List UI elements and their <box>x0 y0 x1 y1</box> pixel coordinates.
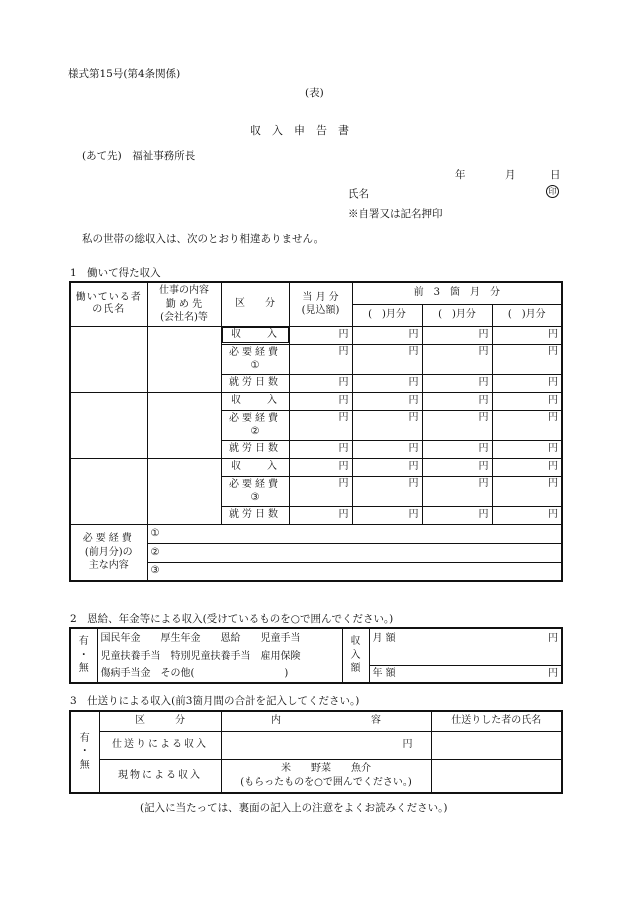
worker-name-field-3[interactable] <box>70 458 147 524</box>
amount-cell[interactable]: 円 <box>492 476 562 506</box>
kubun-income-1 <box>222 327 289 343</box>
kubun-income-2 <box>221 392 289 410</box>
amount-cell[interactable]: 円 <box>422 392 492 410</box>
date-day: 日 <box>550 169 561 181</box>
amount-cell[interactable]: 円 <box>492 326 562 344</box>
worker-name-field-1[interactable] <box>70 326 147 392</box>
income-char1: 収 <box>350 636 361 648</box>
addressee: (あて先) 福祉事務所長 <box>82 150 196 162</box>
expense-label-line1: 必要経費 <box>82 533 135 544</box>
amount-cell[interactable]: 円 <box>492 410 562 440</box>
worker-name-field-2[interactable] <box>70 392 147 458</box>
pension-item-line1[interactable]: 国民年金 厚生年金 恩給 児童手当 <box>97 628 342 648</box>
amount-cell[interactable]: 円 <box>289 410 352 440</box>
group-number: ③ <box>250 492 260 503</box>
remit-kubun-header: 区 分 <box>99 711 221 731</box>
sign-note: ※自署又は記名押印 <box>348 208 443 220</box>
expense-label <box>70 524 147 581</box>
monthly-label: 月 額 <box>372 632 396 644</box>
amount-cell[interactable]: 円 <box>289 458 352 476</box>
form-number: 様式第15号(第4条関係) <box>68 68 181 80</box>
pension-item-line2[interactable]: 児童扶養手当 特別児童扶養手当 雇用保険 <box>97 648 342 665</box>
month-field-1[interactable]: ( )月分 <box>352 304 422 326</box>
amount-cell[interactable]: 円 <box>289 440 352 458</box>
kubun-workdays-1: 就労日数 <box>221 374 289 392</box>
amount-cell[interactable]: 円 <box>352 440 422 458</box>
amount-cell[interactable]: 円 <box>422 506 492 524</box>
amount-cell[interactable]: 円 <box>422 476 492 506</box>
kubun-expense-1 <box>221 344 289 374</box>
expense-item-2[interactable]: ② <box>147 543 562 562</box>
kubun-expense-2 <box>221 410 289 440</box>
seal-icon: 印 <box>546 185 559 198</box>
amount-cell[interactable]: 円 <box>289 326 352 344</box>
amount-cell[interactable]: 円 <box>289 374 352 392</box>
amount-cell[interactable]: 円 <box>492 374 562 392</box>
amount-cell[interactable]: 円 <box>422 326 492 344</box>
kubun-expense-3 <box>221 476 289 506</box>
declaration: 私の世帯の総収入は、次のとおり相違ありません。 <box>82 233 325 245</box>
amount-cell[interactable]: 円 <box>492 440 562 458</box>
job-header <box>147 282 221 326</box>
month-field-2[interactable]: ( )月分 <box>422 304 492 326</box>
amount-cell[interactable]: 円 <box>352 392 422 410</box>
amount-cell[interactable]: 円 <box>352 410 422 440</box>
seal-mark <box>546 185 559 198</box>
amount-cell[interactable]: 円 <box>352 374 422 392</box>
month-field-3[interactable]: ( )月分 <box>492 304 562 326</box>
remit-sender-header: 仕送りした者の氏名 <box>431 711 562 731</box>
remit-umu[interactable] <box>70 711 99 793</box>
kubun-label: 必要経費 <box>229 346 281 358</box>
kubun-label: 必要経費 <box>229 412 281 424</box>
goods-options[interactable]: 米 野菜 魚介 <box>281 763 371 775</box>
income-char3: 額 <box>350 663 361 675</box>
yen-unit: 円 <box>548 632 558 644</box>
name-label: 氏名 <box>348 188 369 200</box>
job-field-1[interactable] <box>147 326 221 392</box>
job-field-2[interactable] <box>147 392 221 458</box>
kubun-workdays-2: 就労日数 <box>221 440 289 458</box>
amount-cell[interactable]: 円 <box>492 392 562 410</box>
form-side: (表) <box>305 87 324 99</box>
remit-amount-field[interactable]: 円 <box>221 731 431 759</box>
section1-heading: 1 働いて得た収入 <box>70 267 161 279</box>
date-year: 年 <box>455 169 466 181</box>
expense-item-1[interactable]: ① <box>147 524 562 543</box>
section3-heading: 3 仕送りによる収入(前3箇月間の合計を記入してください。) <box>70 695 360 707</box>
current-month-line1: 当 月 分 <box>302 291 339 303</box>
pension-umu[interactable] <box>70 628 97 683</box>
amount-cell[interactable]: 円 <box>422 458 492 476</box>
yearly-amount-field[interactable] <box>369 665 562 683</box>
kubun-label: 収 入 <box>231 395 279 406</box>
amount-cell[interactable]: 円 <box>352 326 422 344</box>
expense-item-3[interactable]: ③ <box>147 562 562 581</box>
amount-cell[interactable]: 円 <box>289 506 352 524</box>
job-header-line3: (会社名)等 <box>160 312 208 323</box>
pension-table <box>69 627 563 684</box>
amount-cell[interactable]: 円 <box>492 506 562 524</box>
remittance-table <box>69 710 563 794</box>
expense-label-line3: 主な内容 <box>88 560 129 571</box>
amount-cell[interactable]: 円 <box>289 392 352 410</box>
goods-row-label: 現物による収入 <box>99 759 221 793</box>
remit-content-header: 内 容 <box>221 711 431 731</box>
amount-cell[interactable]: 円 <box>422 440 492 458</box>
remit-sender-field-1[interactable] <box>431 731 562 759</box>
date-month: 月 <box>505 169 516 181</box>
amount-cell[interactable]: 円 <box>352 344 422 374</box>
group-number: ① <box>250 360 260 371</box>
umu-no: 無 <box>78 663 89 675</box>
amount-cell[interactable]: 円 <box>492 458 562 476</box>
worker-name-header: 働いている者の氏名 <box>70 282 147 326</box>
current-month-line2: (見込額) <box>301 305 340 317</box>
amount-cell[interactable]: 円 <box>352 476 422 506</box>
umu-dot: ・ <box>78 649 89 661</box>
amount-cell[interactable]: 円 <box>422 344 492 374</box>
kubun-income-3 <box>221 458 289 476</box>
goods-field[interactable] <box>221 759 431 793</box>
amount-cell[interactable]: 円 <box>352 506 422 524</box>
yen-unit: 円 <box>548 667 558 679</box>
goods-note: (もらったものを○で囲んでください。) <box>240 776 412 788</box>
kubun-label: 必要経費 <box>229 478 281 490</box>
footer-note: (記入に当たっては、裏面の記入上の注意をよくお読みください。) <box>140 802 448 814</box>
amount-cell[interactable]: 円 <box>492 344 562 374</box>
income-char2: 入 <box>350 649 361 661</box>
income-amount-label <box>342 628 369 683</box>
umu-yes: 有 <box>78 636 89 648</box>
job-field-3[interactable] <box>147 458 221 524</box>
monthly-amount-field[interactable] <box>369 628 562 648</box>
expense-label-line2: (前月分)の <box>84 546 133 558</box>
remit-row-label: 仕送りによる収入 <box>99 731 221 759</box>
umu-no: 無 <box>79 759 90 771</box>
amount-cell[interactable]: 円 <box>422 410 492 440</box>
form-title: 収 入 申 告 書 <box>250 124 349 137</box>
prev3-header: 前 3 箇 月 分 <box>352 282 562 304</box>
umu-yes: 有 <box>79 732 90 744</box>
kubun-label: 収 入 <box>231 461 279 472</box>
current-month-header <box>289 282 352 326</box>
kubun-workdays-3: 就労日数 <box>221 506 289 524</box>
umu-dot: ・ <box>79 746 90 758</box>
section2-heading: 2 恩給、年金等による収入(受けているものを○で囲んでください。) <box>70 613 394 625</box>
amount-cell[interactable]: 円 <box>422 374 492 392</box>
remit-sender-field-2[interactable] <box>431 759 562 793</box>
kubun-header: 区 分 <box>221 282 289 326</box>
amount-cell[interactable]: 円 <box>289 344 352 374</box>
amount-cell[interactable]: 円 <box>289 476 352 506</box>
pension-item-line3[interactable]: 傷病手当金 その他( ) <box>97 665 342 683</box>
job-header-line2: 勤 め 先 <box>165 298 203 310</box>
work-income-table <box>69 281 563 582</box>
group-number: ② <box>250 426 260 437</box>
amount-spacer <box>369 648 562 665</box>
yearly-label: 年 額 <box>372 667 396 679</box>
job-header-line1: 仕事の内容 <box>159 285 209 296</box>
kubun-label: 収 入 <box>231 328 279 340</box>
amount-cell[interactable]: 円 <box>352 458 422 476</box>
